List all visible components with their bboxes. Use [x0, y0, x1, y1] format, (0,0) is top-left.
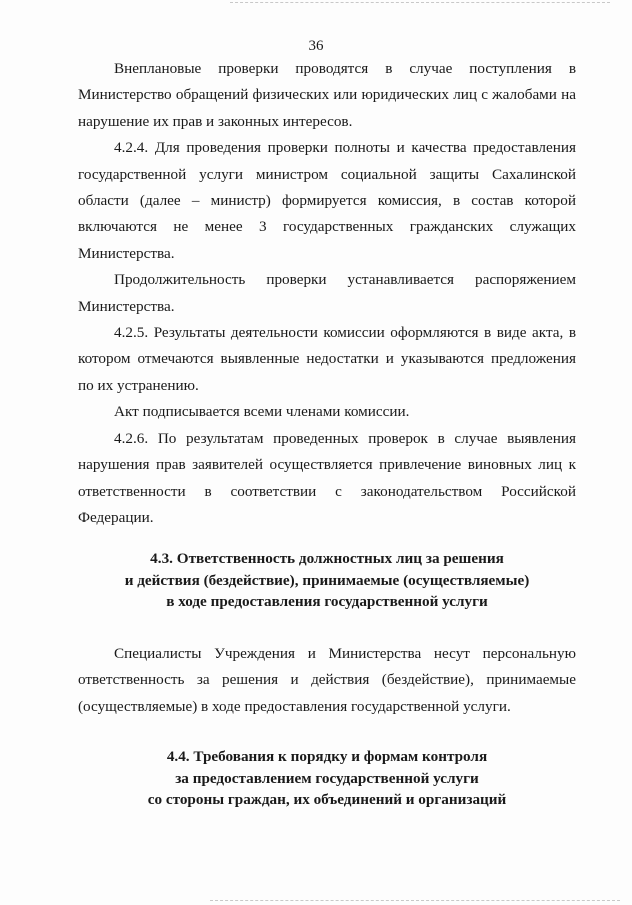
heading-line: в ходе предоставления государственной услуги: [166, 593, 488, 611]
paragraph-act-signed: Акт подписывается всеми членами комиссии.: [114, 403, 410, 421]
paragraph-inspection-duration: Продолжительность проверки устанавливается распоряжением Министерства.: [78, 271, 576, 315]
heading-line: за предоставлением государственной услуги: [175, 769, 479, 787]
paragraph-responsibility: Специалисты Учреждения и Министерства несут персональную ответственность за решения и действия (бездействие), принимаемые (осуществляемые) в ходе предоставления государственной услуги.: [78, 644, 576, 715]
scan-edge-top: [230, 2, 610, 4]
section-heading-4-4: [78, 746, 576, 811]
paragraph-unscheduled-inspections: Внеплановые проверки проводятся в случае поступления в Министерство обращений физических или юридических лиц с жалобами на нарушение их прав и законных интересов.: [78, 60, 576, 130]
section-heading-4-3: [78, 548, 576, 613]
heading-line: 4.4. Требования к порядку и формам контроля: [166, 748, 488, 766]
heading-line: 4.3. Ответственность должностных лиц за решения: [150, 550, 504, 568]
paragraph-4-2-4: 4.2.4. Для проведения проверки полноты и качества предоставления государственной услуги министром социальной защиты Сахалинской области (далее – министр) формируется комиссия, в состав которой включаются не менее 3 государственных гражданских служащих Министерства.: [78, 139, 576, 262]
heading-line: и действия (бездействие), принимаемые (осуществляемые): [124, 571, 530, 589]
paragraph-4-2-6: 4.2.6. По результатам проведенных проверок в случае выявления нарушения прав заявителей осуществляется привлечение виновных лиц к ответственности в соответствии с законодательством Российской Федерации.: [78, 429, 576, 526]
paragraph-4-2-5: 4.2.5. Результаты деятельности комиссии оформляются в виде акта, в котором отмечаются выявленные недостатки и указываются предложения по их устранению.: [78, 324, 576, 394]
page-number: 36: [308, 38, 324, 54]
heading-line: со стороны граждан, их объединений и организаций: [147, 791, 507, 809]
scan-edge-bottom: [210, 900, 620, 902]
page-body: [78, 56, 576, 811]
